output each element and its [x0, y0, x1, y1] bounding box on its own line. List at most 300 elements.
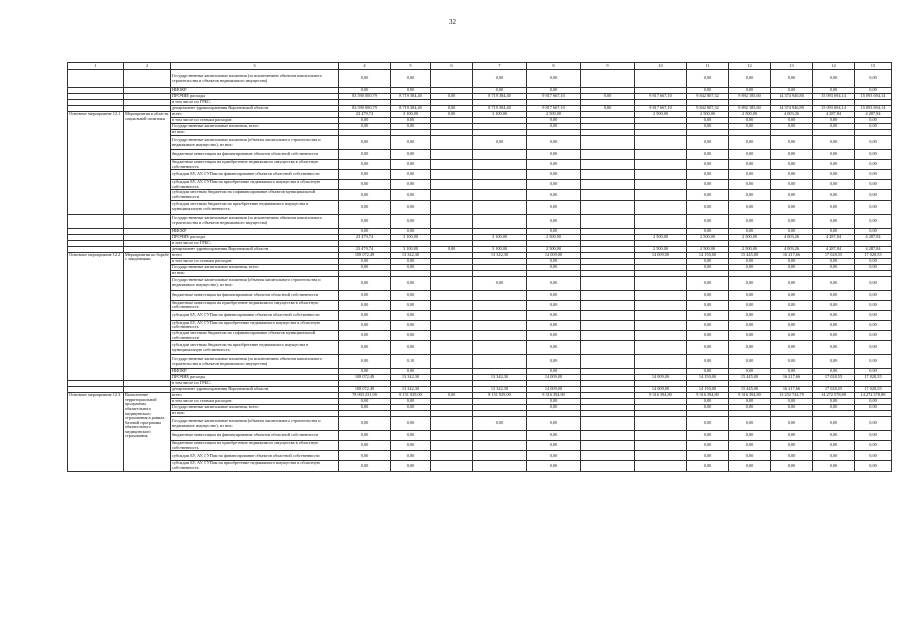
value-cell-col-6 — [431, 341, 473, 355]
column-number-1: 1 — [68, 63, 124, 70]
value-cell-col-8: 0,00 — [527, 200, 581, 214]
value-cell-col-7 — [473, 190, 527, 200]
expense-item-label: в том числе по ГРБС: — [171, 240, 339, 246]
value-cell-col-14: 0,00 — [813, 170, 855, 180]
column-number-14: 14 — [813, 63, 855, 70]
table-header-row — [68, 63, 892, 70]
value-cell-col-12: 0,00 — [729, 228, 771, 234]
value-cell-col-13: 0,00 — [771, 180, 813, 190]
value-cell-col-4: 0,00 — [339, 214, 391, 228]
value-cell-col-8: 9 316 394,80 — [527, 393, 581, 399]
value-cell-col-8: 0,00 — [527, 118, 581, 124]
value-cell-col-5: 0,00 — [391, 264, 431, 270]
value-cell-col-7 — [473, 431, 527, 441]
value-cell-col-5: 8 719 384,40 — [391, 94, 431, 100]
value-cell-col-10 — [635, 200, 687, 214]
value-cell-col-11: 0,00 — [687, 451, 729, 461]
value-cell-col-7 — [473, 170, 527, 180]
value-cell-col-5: 0,00 — [391, 441, 431, 451]
value-cell-col-4: 0,00 — [339, 355, 391, 369]
value-cell-col-13: 0,00 — [771, 150, 813, 160]
value-cell-col-15: 0,00 — [855, 228, 892, 234]
expense-item-label: субсидии БУ, АУ, ГУПам на приобретение недвижимого имущества в областную собственность — [171, 461, 339, 471]
value-cell-col-7: 13 342,30 — [473, 375, 527, 381]
column-number-13: 13 — [771, 63, 813, 70]
page-number: 32 — [449, 18, 456, 26]
expense-item-label: бюджетные инвестиции на финансирование объектов областной собственности — [171, 431, 339, 441]
expense-item-label: всего — [171, 112, 339, 118]
value-cell-col-14: 0,00 — [813, 369, 855, 375]
expense-item-label: в том числе по статьям расходов: — [171, 258, 339, 264]
value-cell-col-12: 0,00 — [729, 200, 771, 214]
value-cell-col-15: 0,00 — [855, 461, 892, 471]
value-cell-col-5: 0,00 — [391, 276, 431, 290]
value-cell-col-14: 4 287,84 — [813, 246, 855, 252]
value-cell-col-14: 0,00 — [813, 190, 855, 200]
value-cell-col-11: 14 150,00 — [687, 375, 729, 381]
value-cell-col-8: 9 817 667,10 — [527, 94, 581, 100]
value-cell-col-6: 0,00 — [431, 106, 473, 112]
value-cell-col-6 — [431, 70, 473, 88]
value-cell-col-8: 14 009,00 — [527, 375, 581, 381]
value-cell-col-5: 0,00 — [391, 258, 431, 264]
value-cell-col-13: 16 217,66 — [771, 375, 813, 381]
value-cell-col-4: 0,00 — [339, 170, 391, 180]
value-cell-col-11: 2 500,00 — [687, 246, 729, 252]
value-cell-col-5: 0,00 — [391, 405, 431, 411]
value-cell-col-12: 0,00 — [729, 431, 771, 441]
value-cell-col-13: 0,00 — [771, 190, 813, 200]
value-cell-col-11: 0,00 — [687, 399, 729, 405]
value-cell-col-8: 2 500,00 — [527, 246, 581, 252]
value-cell-col-12: 0,00 — [729, 258, 771, 264]
value-cell-col-6 — [431, 330, 473, 340]
value-cell-col-5: 13 342,30 — [391, 375, 431, 381]
value-cell-col-9 — [581, 160, 635, 170]
value-cell-col-7 — [473, 300, 527, 310]
expense-item-label: из них: — [171, 270, 339, 276]
value-cell-col-12: 0,00 — [729, 160, 771, 170]
value-cell-col-14: 0,00 — [813, 461, 855, 471]
value-cell-col-8: 0,00 — [527, 290, 581, 300]
value-cell-col-6 — [431, 431, 473, 441]
value-cell-col-10: 14 009,00 — [635, 387, 687, 393]
value-cell-col-14: 0,00 — [813, 441, 855, 451]
value-cell-col-12: 0,00 — [729, 70, 771, 88]
expense-item-label: бюджетные инвестиции на приобретение недвижимого имущества в областную собственность — [171, 300, 339, 310]
expense-item-label: субсидии местным бюджетам на приобретение недвижимого имущества в муниципальную собственность — [171, 200, 339, 214]
value-cell-col-11: 0,00 — [687, 228, 729, 234]
value-cell-col-12: 0,00 — [729, 276, 771, 290]
expense-item-label: в том числе по ГРБС: — [171, 100, 339, 106]
value-cell-col-9 — [581, 190, 635, 200]
value-cell-col-13: 14 374 946,80 — [771, 106, 813, 112]
table-row — [68, 441, 892, 451]
value-cell-col-15: 0,00 — [855, 190, 892, 200]
value-cell-col-13: 0,00 — [771, 405, 813, 411]
value-cell-col-13: 4 003,26 — [771, 112, 813, 118]
value-cell-col-4: 0,00 — [339, 330, 391, 340]
value-cell-col-11: 0,00 — [687, 160, 729, 170]
expense-item-label: бюджетные инвестиции на приобретение недвижимого имущества в областную собственность — [171, 160, 339, 170]
table-row — [68, 136, 892, 150]
value-cell-col-14: 0,00 — [813, 341, 855, 355]
value-cell-col-5: 0,00 — [391, 451, 431, 461]
value-cell-col-13: 0,00 — [771, 461, 813, 471]
value-cell-col-13: 0,00 — [771, 441, 813, 451]
value-cell-col-10 — [635, 136, 687, 150]
value-cell-col-9 — [581, 431, 635, 441]
value-cell-col-9 — [581, 136, 635, 150]
value-cell-col-5: 0,00 — [391, 417, 431, 431]
value-cell-col-7 — [473, 150, 527, 160]
value-cell-col-13: 0,00 — [771, 228, 813, 234]
value-cell-col-11: 0,00 — [687, 190, 729, 200]
table-row — [68, 300, 892, 310]
value-cell-col-5: 3 100,00 — [391, 112, 431, 118]
value-cell-col-4: 0,00 — [339, 451, 391, 461]
value-cell-col-4: 0,00 — [339, 118, 391, 124]
value-cell-col-13: 0,00 — [771, 118, 813, 124]
value-cell-col-8: 0,00 — [527, 330, 581, 340]
expense-item-label: субсидии местным бюджетам на софинансирование объектов муниципальной собственности — [171, 190, 339, 200]
value-cell-col-12: 0,00 — [729, 180, 771, 190]
value-cell-col-14: 15 093 694,14 — [813, 94, 855, 100]
measure-name-cell — [124, 214, 171, 228]
value-cell-col-7 — [473, 461, 527, 471]
value-cell-col-10: 2 500,00 — [635, 234, 687, 240]
value-cell-col-10: 9 817 667,10 — [635, 106, 687, 112]
expense-item-label: субсидии местным бюджетам на софинансирование объектов муниципальной собственности — [171, 330, 339, 340]
value-cell-col-14: 0,00 — [813, 451, 855, 461]
value-cell-col-14: 4 287,84 — [813, 234, 855, 240]
table-row — [68, 320, 892, 330]
value-cell-col-14: 0,00 — [813, 290, 855, 300]
value-cell-col-11: 9 316 394,80 — [687, 393, 729, 399]
value-cell-col-14: 17 028,55 — [813, 252, 855, 258]
value-cell-col-14: 4 287,84 — [813, 112, 855, 118]
value-cell-col-11: 0,00 — [687, 405, 729, 411]
value-cell-col-11: 0,00 — [687, 88, 729, 94]
value-cell-col-14: 17 028,55 — [813, 387, 855, 393]
table-row — [68, 70, 892, 88]
value-cell-col-15: 0,00 — [855, 118, 892, 124]
value-cell-col-12: 0,00 — [729, 136, 771, 150]
table-row — [68, 180, 892, 190]
value-cell-col-10 — [635, 417, 687, 431]
table-row — [68, 290, 892, 300]
value-cell-col-7: 13 342,30 — [473, 252, 527, 258]
value-cell-col-15: 0,00 — [855, 431, 892, 441]
value-cell-col-11: 9 842 807,32 — [687, 94, 729, 100]
value-cell-col-14: 15 093 694,14 — [813, 106, 855, 112]
column-number-3: 3 — [171, 63, 339, 70]
value-cell-col-8: 0,00 — [527, 180, 581, 190]
value-cell-col-9 — [581, 451, 635, 461]
expense-item-label: Государственные капитальные вложения, всего — [171, 264, 339, 270]
value-cell-col-5: 0,00 — [391, 431, 431, 441]
value-cell-col-7 — [473, 341, 527, 355]
value-cell-col-12: 0,00 — [729, 290, 771, 300]
value-cell-col-11: 0,00 — [687, 150, 729, 160]
value-cell-col-10 — [635, 290, 687, 300]
value-cell-col-15: 0,00 — [855, 70, 892, 88]
value-cell-col-13: 0,00 — [771, 264, 813, 270]
value-cell-col-13: 0,00 — [771, 431, 813, 441]
value-cell-col-12: 9 892 185,60 — [729, 94, 771, 100]
value-cell-col-8: 0,00 — [527, 369, 581, 375]
value-cell-col-15: 0,00 — [855, 264, 892, 270]
value-cell-col-14: 0,00 — [813, 88, 855, 94]
value-cell-col-12: 9 892 185,60 — [729, 106, 771, 112]
column-number-7: 7 — [473, 63, 527, 70]
value-cell-col-11: 14 150,00 — [687, 252, 729, 258]
expense-item-label: в том числе по статьям расходов: — [171, 118, 339, 124]
value-cell-col-4: 108 072,49 — [339, 375, 391, 381]
value-cell-col-6 — [431, 300, 473, 310]
expense-item-label: департамент здравоохранения Воронежской области — [171, 246, 339, 252]
value-cell-col-7 — [473, 441, 527, 451]
value-cell-col-11: 0,00 — [687, 330, 729, 340]
value-cell-col-5: 8 719 384,40 — [391, 106, 431, 112]
value-cell-col-11: 2 500,00 — [687, 112, 729, 118]
value-cell-col-15: 0,00 — [855, 150, 892, 160]
value-cell-col-5: 0,00 — [391, 118, 431, 124]
value-cell-col-9 — [581, 214, 635, 228]
value-cell-col-15: 0,00 — [855, 88, 892, 94]
value-cell-col-4: 0,00 — [339, 70, 391, 88]
value-cell-col-5: 8 151 929,00 — [391, 393, 431, 399]
value-cell-col-7 — [473, 330, 527, 340]
value-cell-col-10 — [635, 170, 687, 180]
value-cell-col-9: 0,00 — [581, 94, 635, 100]
value-cell-col-12: 0,00 — [729, 170, 771, 180]
value-cell-col-8: 0,00 — [527, 160, 581, 170]
value-cell-col-9 — [581, 461, 635, 471]
value-cell-col-12: 0,00 — [729, 214, 771, 228]
value-cell-col-15: 17 028,55 — [855, 252, 892, 258]
value-cell-col-4: 0,00 — [339, 258, 391, 264]
value-cell-col-12: 0,00 — [729, 118, 771, 124]
value-cell-col-7 — [473, 290, 527, 300]
value-cell-col-13: 13 252 744,79 — [771, 393, 813, 399]
value-cell-col-5: 0,00 — [391, 214, 431, 228]
value-cell-col-10: 14 009,00 — [635, 375, 687, 381]
expense-item-label: департамент здравоохранения Воронежской области — [171, 106, 339, 112]
expense-item-label: бюджетные инвестиции на финансирование объектов областной собственности — [171, 150, 339, 160]
value-cell-col-5: 0,00 — [391, 124, 431, 130]
value-cell-col-14: 0,00 — [813, 320, 855, 330]
value-cell-col-5: 0,00 — [391, 399, 431, 405]
value-cell-col-11: 0,00 — [687, 200, 729, 214]
value-cell-col-6 — [431, 160, 473, 170]
value-cell-col-13: 0,00 — [771, 70, 813, 88]
value-cell-col-5: 0,00 — [391, 190, 431, 200]
value-cell-col-12: 0,00 — [729, 320, 771, 330]
table-row — [68, 310, 892, 320]
value-cell-col-5: 0,00 — [391, 330, 431, 340]
value-cell-col-10 — [635, 300, 687, 310]
value-cell-col-8: 0,00 — [527, 399, 581, 405]
value-cell-col-15: 4 287,84 — [855, 112, 892, 118]
value-cell-col-15: 0,00 — [855, 320, 892, 330]
value-cell-col-11: 0,00 — [687, 417, 729, 431]
value-cell-col-7: 0,00 — [473, 88, 527, 94]
value-cell-col-13: 0,00 — [771, 417, 813, 431]
value-cell-col-4: 0,00 — [339, 441, 391, 451]
value-cell-col-5: 0,00 — [391, 136, 431, 150]
measure-name-cell: Мероприятия в области социальной политики — [124, 112, 171, 215]
table-row — [68, 150, 892, 160]
value-cell-col-9 — [581, 310, 635, 320]
value-cell-col-10: 2 500,00 — [635, 112, 687, 118]
value-cell-col-12: 0,00 — [729, 264, 771, 270]
expense-item-label: субсидии БУ, АУ, ГУПам на приобретение недвижимого имущества в областную собственность — [171, 320, 339, 330]
value-cell-col-15: 17 028,55 — [855, 375, 892, 381]
value-cell-col-5: 0,00 — [391, 290, 431, 300]
expense-item-label: всего — [171, 252, 339, 258]
value-cell-col-15: 0,00 — [855, 160, 892, 170]
value-cell-col-4: 0,00 — [339, 136, 391, 150]
value-cell-col-8: 0,00 — [527, 150, 581, 160]
value-cell-col-13: 0,00 — [771, 330, 813, 340]
column-number-12: 12 — [729, 63, 771, 70]
value-cell-col-15: 17 028,55 — [855, 387, 892, 393]
value-cell-col-15: 0,00 — [855, 341, 892, 355]
value-cell-col-6 — [431, 320, 473, 330]
value-cell-col-13: 0,00 — [771, 136, 813, 150]
expense-item-label: Государственные капитальные вложения, всего — [171, 124, 339, 130]
value-cell-col-14: 0,00 — [813, 150, 855, 160]
value-cell-col-14: 0,00 — [813, 417, 855, 431]
expense-item-label: в том числе по статьям расходов: — [171, 399, 339, 405]
value-cell-col-10 — [635, 355, 687, 369]
value-cell-col-13: 0,00 — [771, 200, 813, 214]
value-cell-col-10 — [635, 330, 687, 340]
value-cell-col-7: 8 719 384,40 — [473, 94, 527, 100]
value-cell-col-10: 9 817 667,10 — [635, 94, 687, 100]
value-cell-col-4: 0,00 — [339, 264, 391, 270]
value-cell-col-4: 0,00 — [339, 228, 391, 234]
column-number-8: 8 — [527, 63, 581, 70]
table-row — [68, 341, 892, 355]
value-cell-col-10 — [635, 190, 687, 200]
value-cell-col-11: 0,00 — [687, 258, 729, 264]
value-cell-col-8: 0,00 — [527, 320, 581, 330]
value-cell-col-15: 4 287,84 — [855, 234, 892, 240]
measure-name-cell: Мероприятия по борьбе с эпидемиями — [124, 252, 171, 381]
value-cell-col-6 — [431, 417, 473, 431]
value-cell-col-14: 17 028,55 — [813, 375, 855, 381]
value-cell-col-9 — [581, 300, 635, 310]
value-cell-col-14: 0,00 — [813, 124, 855, 130]
value-cell-col-9 — [581, 170, 635, 180]
value-cell-col-4: 0,00 — [339, 431, 391, 441]
value-cell-col-4: 0,00 — [339, 341, 391, 355]
value-cell-col-5: 0,00 — [391, 300, 431, 310]
expense-item-label: департамент здравоохранения Воронежской области — [171, 387, 339, 393]
value-cell-col-11: 9 842 807,32 — [687, 106, 729, 112]
value-cell-col-4: 23 479,74 — [339, 112, 391, 118]
value-cell-col-13: 0,00 — [771, 258, 813, 264]
value-cell-col-9 — [581, 417, 635, 431]
value-cell-col-13: 0,00 — [771, 310, 813, 320]
value-cell-col-15: 15 093 694,14 — [855, 106, 892, 112]
value-cell-col-4: 0,00 — [339, 405, 391, 411]
value-cell-col-11: 0,00 — [687, 341, 729, 355]
column-number-10: 10 — [635, 63, 687, 70]
value-cell-col-14: 0,00 — [813, 214, 855, 228]
value-cell-col-8: 0,00 — [527, 264, 581, 270]
value-cell-col-7: 8 719 384,40 — [473, 106, 527, 112]
value-cell-col-13: 14 374 946,80 — [771, 94, 813, 100]
expense-item-label: всего — [171, 393, 339, 399]
value-cell-col-6 — [431, 451, 473, 461]
measure-code-cell — [68, 214, 124, 228]
table-row — [68, 276, 892, 290]
measure-code-cell — [68, 70, 124, 88]
value-cell-col-10 — [635, 180, 687, 190]
value-cell-col-6 — [431, 441, 473, 451]
expense-item-label: НИОКР — [171, 369, 339, 375]
value-cell-col-14: 0,00 — [813, 405, 855, 411]
value-cell-col-4: 0,00 — [339, 369, 391, 375]
value-cell-col-15: 0,00 — [855, 405, 892, 411]
value-cell-col-8: 9 817 667,10 — [527, 106, 581, 112]
value-cell-col-4: 108 072,49 — [339, 252, 391, 258]
value-cell-col-14: 0,00 — [813, 228, 855, 234]
table-row — [68, 461, 892, 471]
expense-item-label: НИОКР — [171, 228, 339, 234]
table-row — [68, 214, 892, 228]
value-cell-col-8: 0,00 — [527, 136, 581, 150]
value-cell-col-8: 0,00 — [527, 300, 581, 310]
expense-item-label: НИОКР — [171, 88, 339, 94]
value-cell-col-12: 15 445,00 — [729, 387, 771, 393]
value-cell-col-15: 4 287,84 — [855, 246, 892, 252]
value-cell-col-9 — [581, 290, 635, 300]
expense-item-label: Государственные капитальные вложения (объекты капитального строительства и недвижимое имущество), из них: — [171, 136, 339, 150]
value-cell-col-7: 3 100,00 — [473, 246, 527, 252]
value-cell-col-4: 0,00 — [339, 399, 391, 405]
table-row — [68, 190, 892, 200]
value-cell-col-8: 0,00 — [527, 451, 581, 461]
value-cell-col-5: 0,00 — [391, 170, 431, 180]
value-cell-col-7: 0,00 — [473, 136, 527, 150]
value-cell-col-12: 0,00 — [729, 355, 771, 369]
value-cell-col-12: 0,00 — [729, 441, 771, 451]
value-cell-col-10 — [635, 451, 687, 461]
value-cell-col-6 — [431, 310, 473, 320]
value-cell-col-15: 0,00 — [855, 200, 892, 214]
value-cell-col-4: 0,00 — [339, 190, 391, 200]
value-cell-col-8: 0,00 — [527, 170, 581, 180]
value-cell-col-5: 0,00 — [391, 88, 431, 94]
value-cell-col-4: 0,00 — [339, 310, 391, 320]
value-cell-col-12: 0,00 — [729, 124, 771, 130]
value-cell-col-8: 14 009,00 — [527, 387, 581, 393]
expense-item-label: ПРОЧИЕ расходы — [171, 375, 339, 381]
expense-item-label: Государственные капитальные вложения, всего — [171, 405, 339, 411]
value-cell-col-10 — [635, 150, 687, 160]
value-cell-col-12: 0,00 — [729, 310, 771, 320]
value-cell-col-13: 16 217,66 — [771, 252, 813, 258]
value-cell-col-8: 0,00 — [527, 276, 581, 290]
value-cell-col-11: 0,00 — [687, 441, 729, 451]
value-cell-col-4: 0,00 — [339, 150, 391, 160]
value-cell-col-6 — [431, 290, 473, 300]
value-cell-col-8: 0,00 — [527, 341, 581, 355]
